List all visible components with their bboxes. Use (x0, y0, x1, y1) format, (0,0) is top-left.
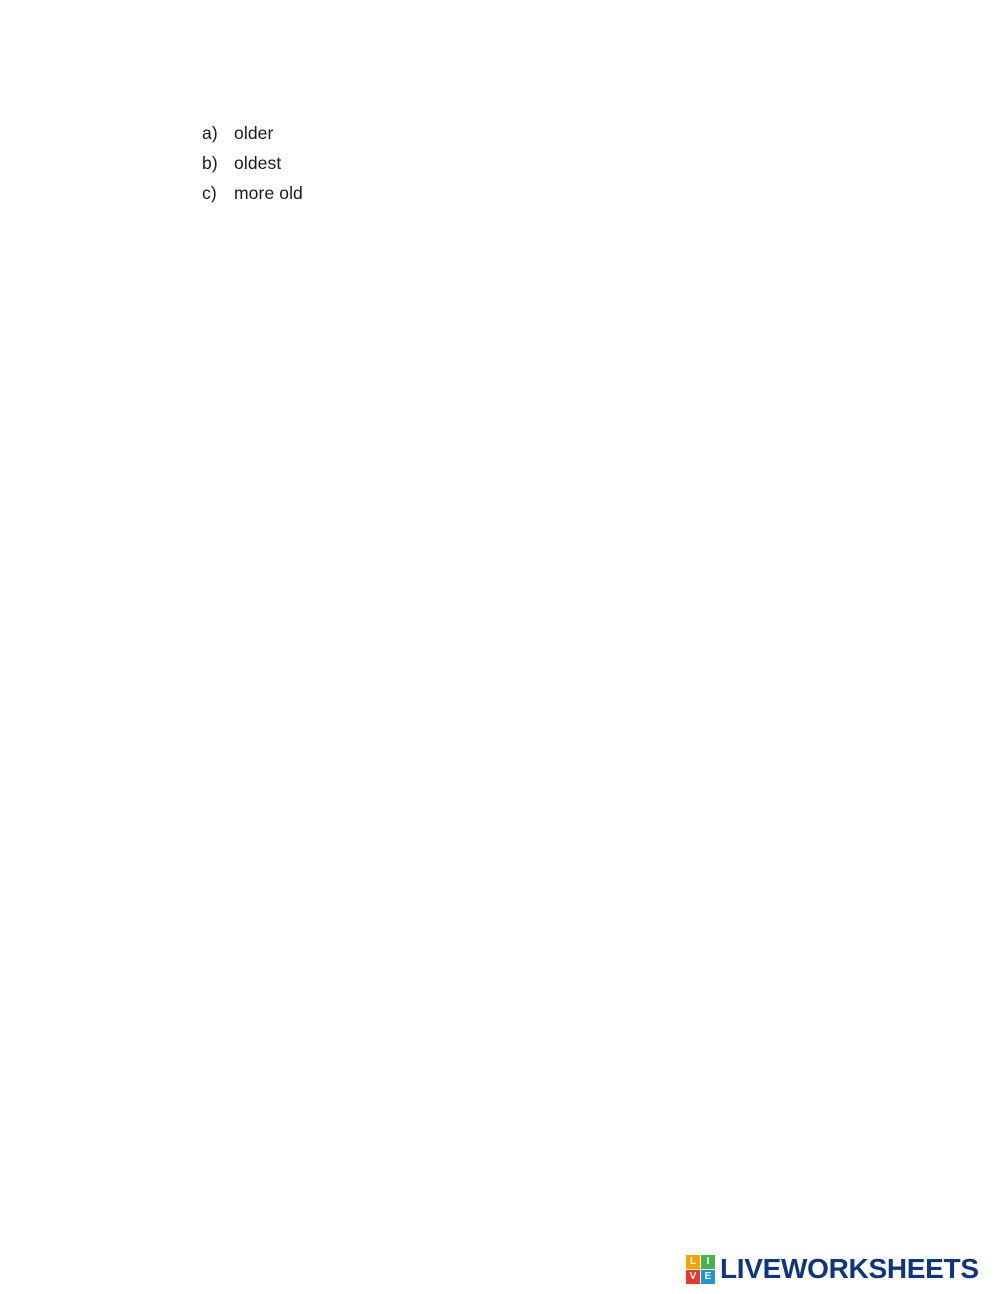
option-a-label: older (234, 123, 274, 143)
logo-block-v: V (686, 1270, 700, 1284)
option-b-marker: b) (202, 153, 218, 173)
logo-block-e: E (701, 1270, 715, 1284)
option-c[interactable] (202, 178, 702, 208)
logo-block-i: I (701, 1255, 715, 1269)
option-b-label: oldest (234, 153, 282, 173)
option-c-marker: c) (202, 183, 217, 203)
option-c-label: more old (234, 183, 303, 203)
option-a[interactable] (202, 118, 702, 148)
liveworksheets-logo (686, 1252, 979, 1286)
logo-wordmark: LIVEWORKSHEETS (720, 1253, 979, 1284)
answer-options-list (202, 118, 702, 208)
live-blocks-icon (686, 1255, 715, 1284)
logo-block-l: L (686, 1255, 700, 1269)
option-b[interactable] (202, 148, 702, 178)
option-a-marker: a) (202, 123, 218, 143)
